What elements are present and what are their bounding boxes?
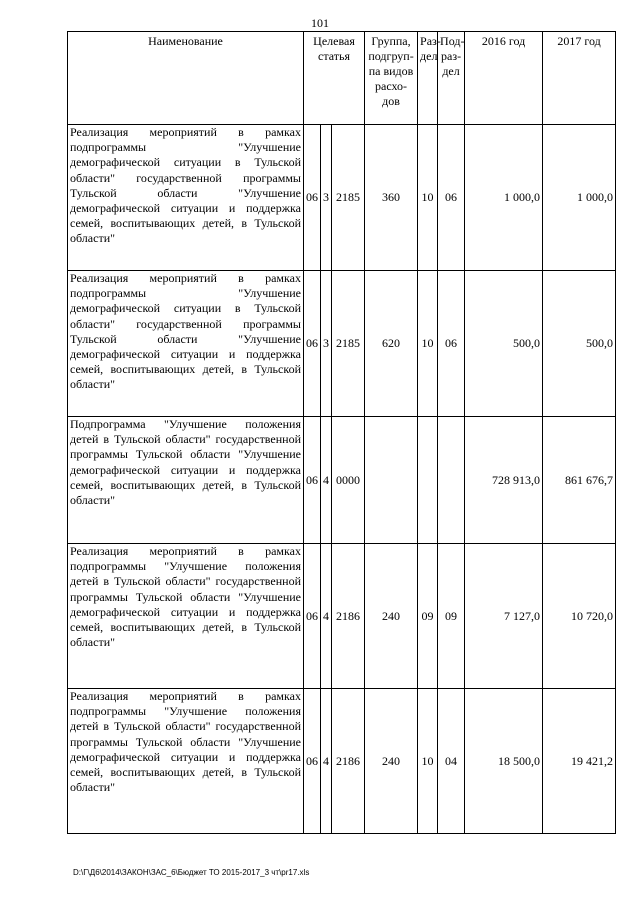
section-code: 10 — [418, 271, 438, 417]
table-row — [68, 125, 616, 271]
group-code — [365, 417, 418, 544]
group-code: 620 — [365, 271, 418, 417]
table-row — [68, 417, 616, 544]
section-code: 10 — [418, 689, 438, 834]
section-code: 10 — [418, 125, 438, 271]
header-group: Группа, подгруп-па видов расхо-дов — [365, 32, 418, 125]
target-code-2: 3 — [321, 271, 332, 417]
amount-2017: 19 421,2 — [543, 689, 616, 834]
group-code: 240 — [365, 689, 418, 834]
budget-table — [67, 31, 616, 834]
amount-2016: 500,0 — [465, 271, 543, 417]
target-code-1: 06 — [304, 271, 321, 417]
group-code: 240 — [365, 544, 418, 689]
table-row — [68, 271, 616, 417]
target-code-3: 2186 — [332, 689, 365, 834]
row-name: Реализация мероприятий в рамках подпрограммы "Улучшение положения детей в Тульской области" государственной программы Тульской области "Улучшение демографической ситуации и поддержка семей, воспитывающих детей, в Тульской области" — [68, 689, 304, 834]
amount-2017: 861 676,7 — [543, 417, 616, 544]
row-name: Подпрограмма "Улучшение положения детей в Тульской области" государственной программы Тульской области "Улучшение демографической ситуации и поддержка семей, воспитывающих детей, в Тульской области" — [68, 417, 304, 544]
amount-2017: 10 720,0 — [543, 544, 616, 689]
target-code-2: 4 — [321, 689, 332, 834]
target-code-3: 0000 — [332, 417, 365, 544]
row-name: Реализация мероприятий в рамках подпрограммы "Улучшение демографической ситуации в Тульской области" государственной программы Тульской области "Улучшение демографической ситуации и поддержка семей, воспитывающих детей, в Тульской области" — [68, 125, 304, 271]
subsection-code: 09 — [438, 544, 465, 689]
target-code-3: 2186 — [332, 544, 365, 689]
table-row — [68, 689, 616, 834]
header-section: Раз-дел — [418, 32, 438, 125]
page-number: 101 — [311, 16, 329, 30]
amount-2016: 1 000,0 — [465, 125, 543, 271]
section-code — [418, 417, 438, 544]
amount-2016: 7 127,0 — [465, 544, 543, 689]
table-header-row — [68, 32, 616, 125]
target-code-2: 4 — [321, 417, 332, 544]
section-code: 09 — [418, 544, 438, 689]
target-code-1: 06 — [304, 125, 321, 271]
target-code-3: 2185 — [332, 271, 365, 417]
header-name: Наименование — [68, 32, 304, 125]
table-row — [68, 544, 616, 689]
file-path-footer: D:\Г\Д6\2014\ЗАКОН\ЗАС_6\Бюджет ТО 2015-2017_3 чт\pr17.xls — [73, 868, 310, 877]
target-code-2: 3 — [321, 125, 332, 271]
subsection-code — [438, 417, 465, 544]
subsection-code: 04 — [438, 689, 465, 834]
amount-2016: 18 500,0 — [465, 689, 543, 834]
subsection-code: 06 — [438, 271, 465, 417]
header-subsection: Под-раз-дел — [438, 32, 465, 125]
target-code-2: 4 — [321, 544, 332, 689]
target-code-3: 2185 — [332, 125, 365, 271]
amount-2017: 1 000,0 — [543, 125, 616, 271]
header-2016: 2016 год — [465, 32, 543, 125]
amount-2017: 500,0 — [543, 271, 616, 417]
group-code: 360 — [365, 125, 418, 271]
header-target: Целевая статья — [304, 32, 365, 125]
row-name: Реализация мероприятий в рамках подпрограммы "Улучшение положения детей в Тульской области" государственной программы Тульской области "Улучшение демографической ситуации и поддержка семей, воспитывающих детей, в Тульской области" — [68, 544, 304, 689]
subsection-code: 06 — [438, 125, 465, 271]
row-name: Реализация мероприятий в рамках подпрограммы "Улучшение демографической ситуации в Тульской области" государственной программы Тульской области "Улучшение демографической ситуации и поддержка семей, воспитывающих детей, в Тульской области" — [68, 271, 304, 417]
target-code-1: 06 — [304, 417, 321, 544]
header-2017: 2017 год — [543, 32, 616, 125]
amount-2016: 728 913,0 — [465, 417, 543, 544]
target-code-1: 06 — [304, 689, 321, 834]
target-code-1: 06 — [304, 544, 321, 689]
